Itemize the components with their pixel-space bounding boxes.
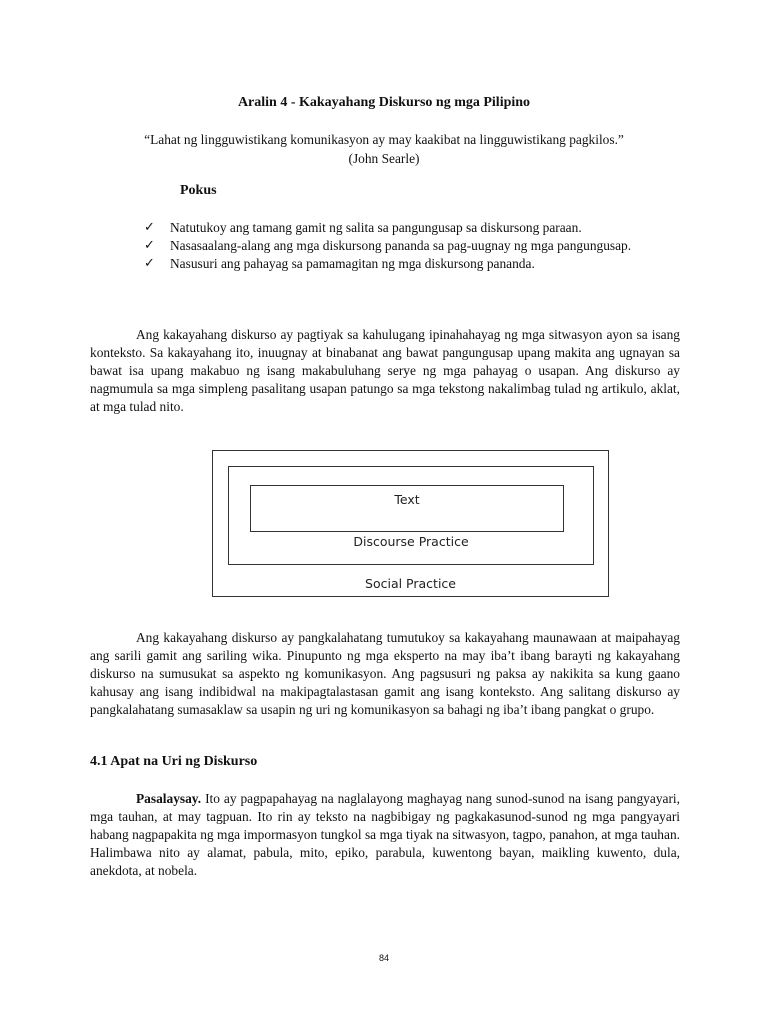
text-box <box>250 485 564 532</box>
objective-item: ✓ Nasasaalang-alang ang mga diskursong pananda sa pag-uugnay ng mga pangungusap. <box>144 238 632 253</box>
epigraph <box>0 130 768 168</box>
objective-item: ✓ Nasusuri ang pahayag sa pamamagitan ng mga diskursong pananda. <box>144 256 535 271</box>
section-heading: 4.1 Apat na Uri ng Diskurso <box>90 754 258 769</box>
quote-author: (John Searle) <box>348 151 420 166</box>
pasalaysay-term: Pasalaysay. <box>136 791 202 806</box>
definition-paragraph: Ang kakayahang diskurso ay pangkalahatang tumutukoy sa kakayahang maunawaan at maipahayag ang sarili gamit ang sariling wika. Pinupunto ng mga eksperto na may iba’t ibang barayti ng kakayahang diskurso na sumusukat sa aspekto ng komunikasyon. Ang pagsusuri ng paksa ay nakikita sa kung gaano kahusay ang isang indibidwal na makipagtalastasan gamit ang isang konteksto. Ang salitang diskurso ay pangkalahatang sumasaklaw sa usapin ng uri ng komunikasyon sa bahagi ng iba’t ibang pangkat o grupo. <box>90 630 680 717</box>
checkmark-icon: ✓ <box>144 256 155 271</box>
objective-item: ✓ Natutukoy ang tamang gamit ng salita sa pangungusap sa diskursong paraan. <box>144 220 582 235</box>
pokus-heading: Pokus <box>180 183 217 198</box>
lesson-title: Aralin 4 - Kakayahang Diskurso ng mga Pilipino <box>237 95 531 110</box>
objectives-list <box>144 219 680 273</box>
text-label: Text <box>394 492 420 507</box>
pasalaysay-paragraph: Pasalaysay. Ito ay pagpapahayag na naglalayong maghayag nang sunod-sunod na isang pangyayari, mga tauhan, at may tagpuan. Ito rin ay teksto na nagbibigay ng pagkakasunod-sunod ng mga pangyayari habang nagpapakita ng mga impormasyon tungkol sa mga tiyak na sitwasyon, tagpo, panahon, at mga tauhan. Halimbawa nito ay alamat, pabula, mito, epiko, parabula, kuwentong bayan, maikling kuwento, dula, anekdota, at nobela. <box>90 791 680 878</box>
quote-text: “Lahat ng lingguwistikang komunikasyon ay may kaakibat na lingguwistikang pagkilos.” <box>144 132 624 147</box>
intro-paragraph: Ang kakayahang diskurso ay pagtiyak sa kahulugang ipinahahayag ng mga sitwasyon ayon sa isang konteksto. Sa kakayahang ito, inuugnay at binabanat ang bawat pangungusap upang makita ang ugnayan sa bawat isa upang makabuo ng isang makabuluhang serye ng mga pahayag o usapan. Ang diskurso ay nagmumula sa mga simpleng pasalitang usapan patungo sa mga tekstong nakalimbag tulad ng artikulo, aklat, at mga tulad nito. <box>90 327 680 414</box>
social-practice-label: Social Practice <box>365 576 456 591</box>
page-number: 84 <box>378 953 389 963</box>
checkmark-icon: ✓ <box>144 220 155 235</box>
checkmark-icon: ✓ <box>144 238 155 253</box>
discourse-practice-label: Discourse Practice <box>353 534 469 549</box>
